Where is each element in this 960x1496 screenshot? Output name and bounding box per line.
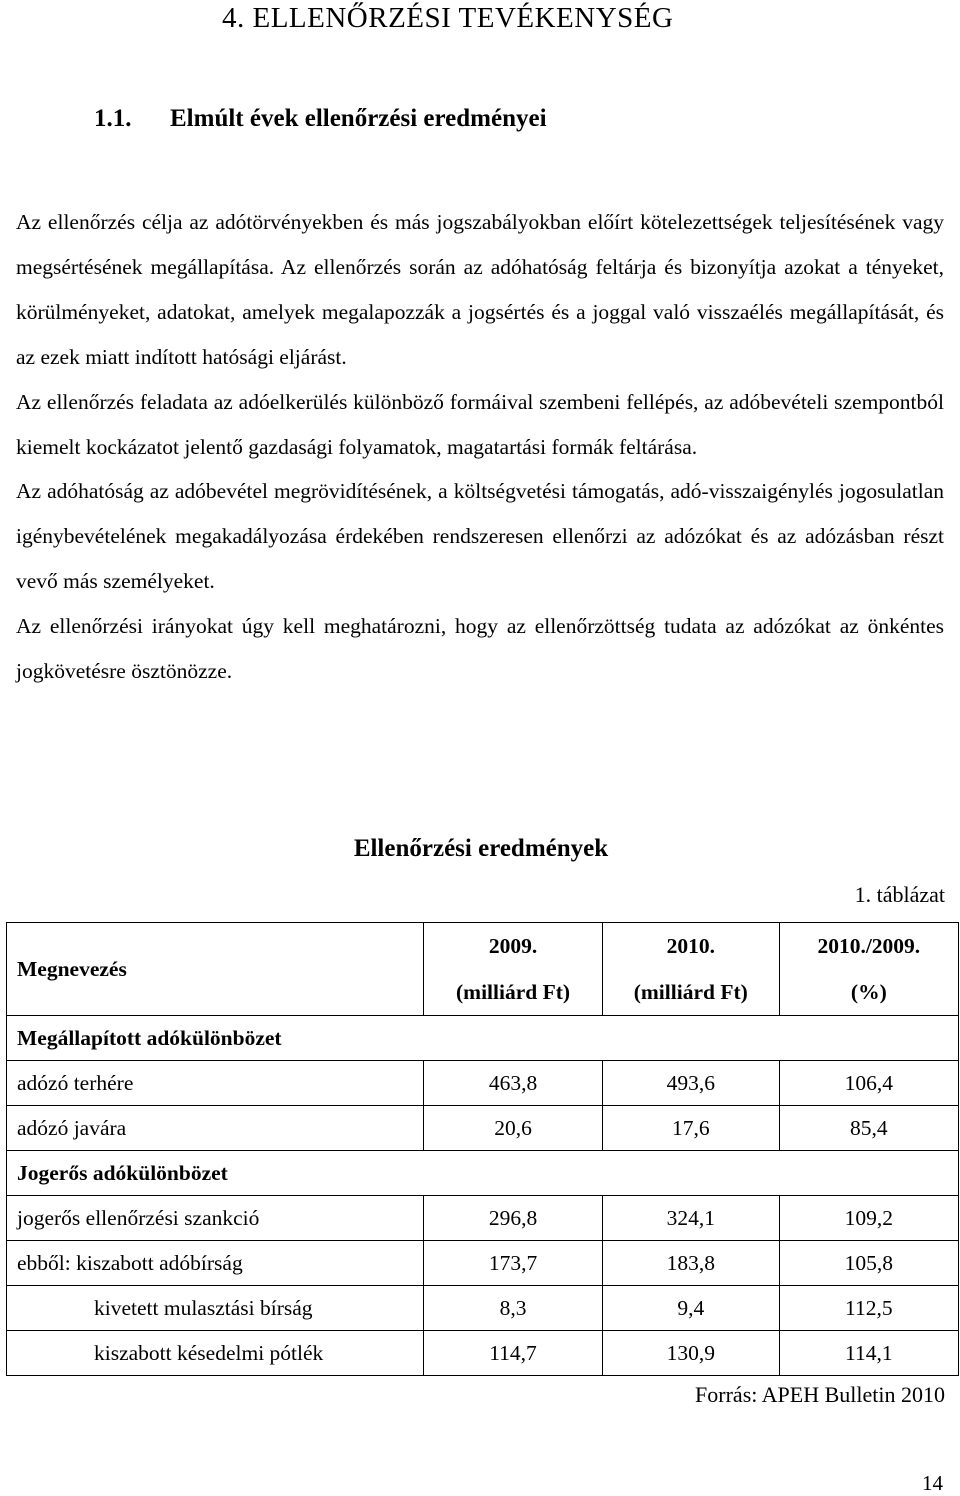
row-label: adózó javára — [7, 1106, 424, 1151]
header-2009 — [424, 923, 603, 1016]
value-2009: 8,3 — [424, 1286, 603, 1331]
value-2009: 20,6 — [424, 1106, 603, 1151]
value-2010: 493,6 — [602, 1061, 779, 1106]
body-text — [16, 200, 944, 694]
value-2010: 17,6 — [602, 1106, 779, 1151]
row-label: ebből: kiszabott adóbírság — [7, 1241, 424, 1286]
header-ratio-unit: (%) — [850, 980, 887, 1004]
table-group-row — [7, 1016, 959, 1061]
paragraph: Az ellenőrzés feladata az adóelkerülés különböző formáival szembeni fellépés, az adóbevételi szempontból kiemelt kockázatot jelentő gazdasági folyamatok, magatartási formák feltárása. — [16, 389, 944, 459]
row-label: jogerős ellenőrzési szankció — [7, 1196, 424, 1241]
value-2010: 324,1 — [602, 1196, 779, 1241]
paragraph: Az ellenőrzés célja az adótörvényekben és más jogszabályokban előírt kötelezettségek teljesítésének vagy megsértésének megállapítása. Az ellenőrzés során az adóhatóság feltárja és bizonyítja azokat a tényeket, körülményeket, adatokat, amelyek megalapozzák a jogsértés és a joggal való visszaélés megállapítását, és az ezek miatt indított hatósági eljárást. — [16, 210, 944, 369]
header-name: Megnevezés — [7, 923, 424, 1016]
row-label: adózó terhére — [7, 1061, 424, 1106]
header-2009-unit: (milliárd Ft) — [456, 980, 571, 1004]
value-2010: 130,9 — [602, 1331, 779, 1376]
header-2010-unit: (milliárd Ft) — [633, 980, 748, 1004]
value-2010: 9,4 — [602, 1286, 779, 1331]
value-ratio: 105,8 — [779, 1241, 958, 1286]
value-ratio: 106,4 — [779, 1061, 958, 1106]
row-label: kivetett mulasztási bírság — [7, 1286, 424, 1331]
value-ratio: 109,2 — [779, 1196, 958, 1241]
table-group-row — [7, 1151, 959, 1196]
section-title: Elmúlt évek ellenőrzési eredményei — [170, 105, 547, 132]
paragraph: Az ellenőrzési irányokat úgy kell meghatározni, hogy az ellenőrzöttség tudata az adózókat az önkéntes jogkövetésre ösztönözze. — [16, 614, 944, 684]
section-number: 1.1. — [94, 105, 132, 132]
header-2010-year: 2010. — [666, 934, 715, 958]
value-2010: 183,8 — [602, 1241, 779, 1286]
table-label: 1. táblázat — [854, 882, 945, 907]
value-2009: 296,8 — [424, 1196, 603, 1241]
header-ratio — [779, 923, 958, 1016]
table-row — [7, 1331, 959, 1376]
table-row — [7, 1196, 959, 1241]
table-row — [7, 1106, 959, 1151]
group-label: Jogerős adókülönbözet — [7, 1151, 959, 1196]
table-header-row — [7, 923, 959, 1016]
chapter-title: 4. ELLENŐRZÉSI TEVÉKENYSÉG — [222, 2, 674, 34]
row-label: kiszabott késedelmi pótlék — [7, 1331, 424, 1376]
value-ratio: 112,5 — [779, 1286, 958, 1331]
value-2009: 114,7 — [424, 1331, 603, 1376]
paragraph: Az adóhatóság az adóbevétel megrövidítésének, a költségvetési támogatás, adó-visszaigénylés jogosulatlan igénybevételének megakadályozása érdekében rendszeresen ellenőrzi az adózókat és az adózásban részt vevő más személyeket. — [16, 479, 944, 594]
table-row — [7, 1286, 959, 1331]
results-table — [6, 922, 959, 1376]
table-row — [7, 1061, 959, 1106]
header-2010 — [602, 923, 779, 1016]
page-number: 14 — [922, 1471, 943, 1495]
value-ratio: 85,4 — [779, 1106, 958, 1151]
table-title: Ellenőrzési eredmények — [353, 835, 609, 862]
value-2009: 463,8 — [424, 1061, 603, 1106]
section-heading — [94, 102, 547, 136]
table-source: Forrás: APEH Bulletin 2010 — [695, 1382, 945, 1407]
value-ratio: 114,1 — [779, 1331, 958, 1376]
value-2009: 173,7 — [424, 1241, 603, 1286]
header-ratio-years: 2010./2009. — [817, 934, 921, 958]
table-row — [7, 1241, 959, 1286]
header-2009-year: 2009. — [488, 934, 538, 958]
group-label: Megállapított adókülönbözet — [7, 1016, 959, 1061]
